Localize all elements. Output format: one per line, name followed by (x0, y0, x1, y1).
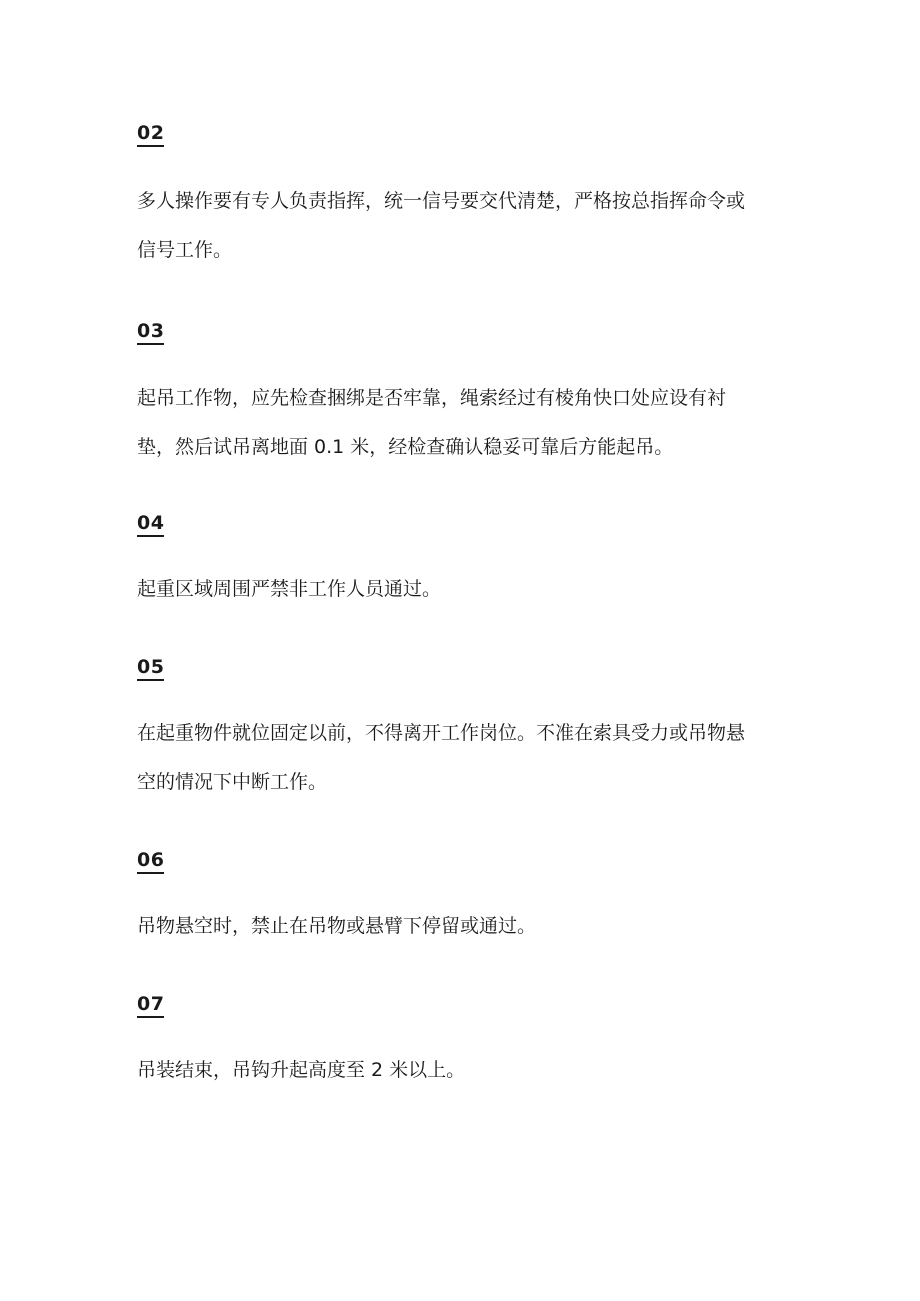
section-number: 06 (137, 849, 164, 874)
text-line: 空的情况下中断工作。 (137, 771, 328, 793)
section-text (137, 565, 787, 614)
text-line: 多人操作要有专人负责指挥，统一信号要交代清楚，严格按总指挥命令或 (137, 190, 746, 212)
section-number: 07 (137, 993, 164, 1018)
text-line: 起重区域周围严禁非工作人员通过。 (137, 578, 442, 600)
section-text (137, 709, 787, 807)
text-line: 在起重物件就位固定以前，不得离开工作岗位。不准在索具受力或吊物悬 (137, 722, 746, 744)
text-line: 起吊工作物，应先检查捆绑是否牢靠，绳索经过有棱角快口处应设有衬 (137, 387, 727, 409)
section-text (137, 177, 787, 275)
section-text (137, 902, 787, 951)
text-line: 吊物悬空时，禁止在吊物或悬臂下停留或通过。 (137, 915, 537, 937)
section-text (137, 1046, 787, 1095)
text-line: 吊装结束，吊钩升起高度至 2 米以上。 (137, 1059, 466, 1081)
text-line: 垫，然后试吊离地面 0.1 米，经检查确认稳妥可靠后方能起吊。 (137, 436, 674, 458)
section-number: 03 (137, 320, 164, 345)
text-line: 信号工作。 (137, 239, 233, 261)
section-number: 05 (137, 656, 164, 681)
section-text (137, 374, 787, 472)
section-number: 02 (137, 122, 164, 147)
section-number: 04 (137, 512, 164, 537)
